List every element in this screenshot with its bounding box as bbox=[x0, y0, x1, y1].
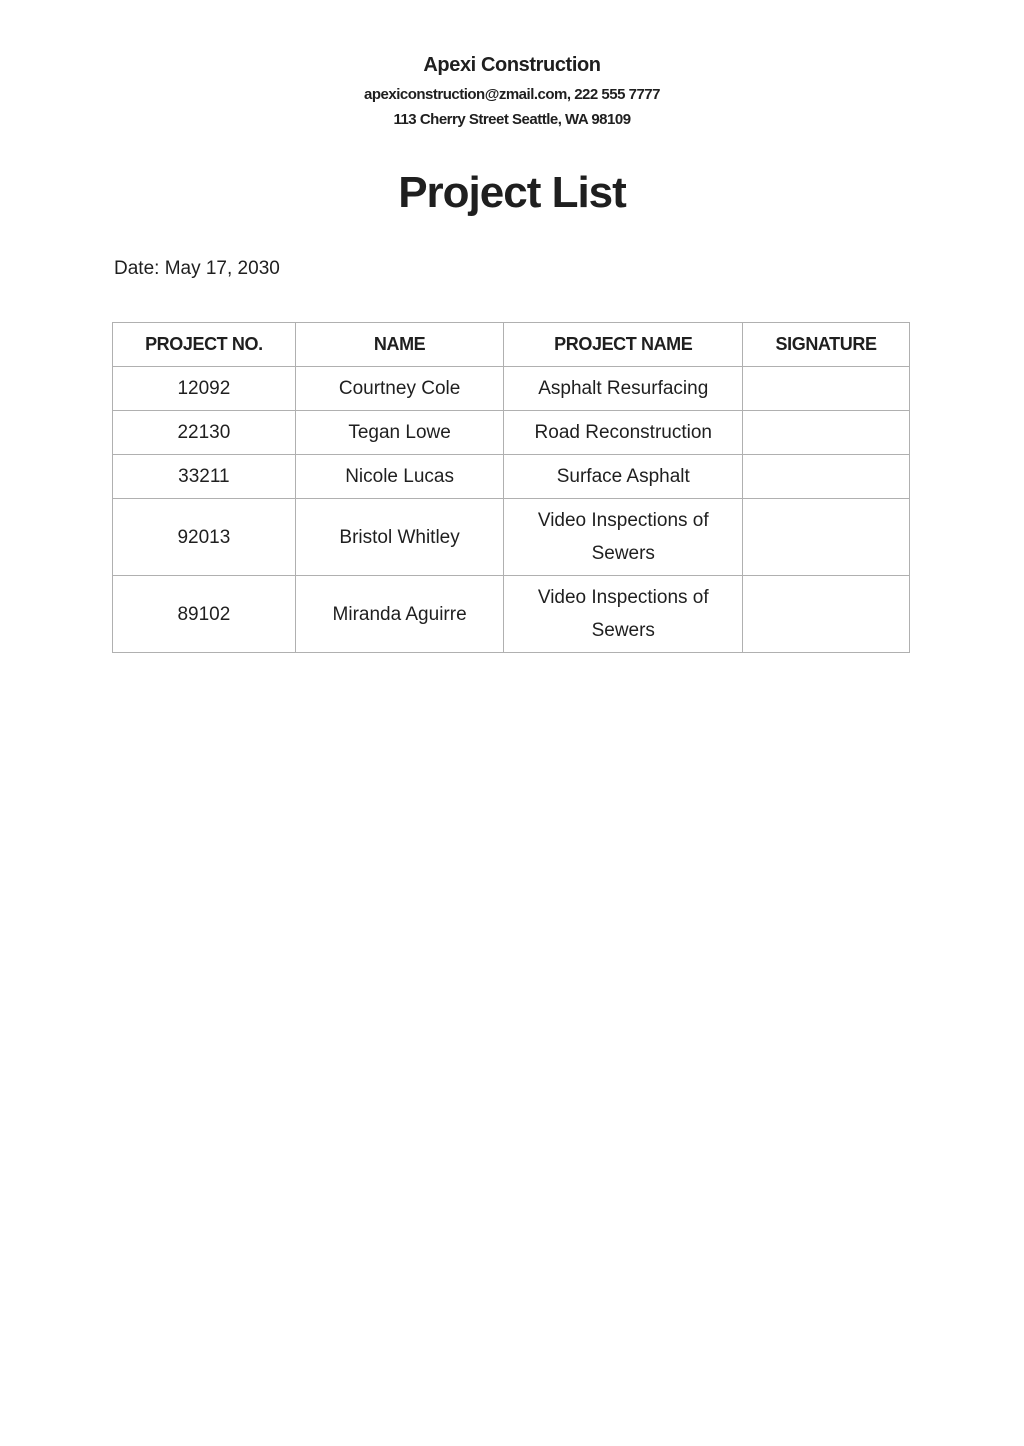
company-contact: apexiconstruction@zmail.com, 222 555 7777 bbox=[364, 86, 660, 103]
project-no-cell: 22130 bbox=[113, 411, 296, 455]
project-name-cell: Video Inspections of Sewers bbox=[504, 499, 743, 576]
project-no-cell: 12092 bbox=[113, 367, 296, 411]
signature-cell bbox=[743, 411, 910, 455]
column-header-project-name: PROJECT NAME bbox=[504, 323, 743, 367]
project-name-cell: Surface Asphalt bbox=[504, 455, 743, 499]
name-cell: Bristol Whitley bbox=[295, 499, 504, 576]
column-header-name: NAME bbox=[295, 323, 504, 367]
table-row bbox=[113, 576, 910, 653]
signature-cell bbox=[743, 455, 910, 499]
signature-cell bbox=[743, 499, 910, 576]
project-name-cell: Video Inspections of Sewers bbox=[504, 576, 743, 653]
signature-cell bbox=[743, 367, 910, 411]
table-header-row bbox=[113, 323, 910, 367]
project-name-cell: Asphalt Resurfacing bbox=[504, 367, 743, 411]
column-header-signature: SIGNATURE bbox=[743, 323, 910, 367]
project-table bbox=[112, 322, 910, 653]
name-cell: Miranda Aguirre bbox=[295, 576, 504, 653]
name-cell: Tegan Lowe bbox=[295, 411, 504, 455]
project-no-cell: 33211 bbox=[113, 455, 296, 499]
page-title: Project List bbox=[398, 168, 626, 217]
table-row bbox=[113, 499, 910, 576]
table-row bbox=[113, 411, 910, 455]
project-no-cell: 92013 bbox=[113, 499, 296, 576]
company-name: Apexi Construction bbox=[423, 54, 601, 76]
column-header-project-no: PROJECT NO. bbox=[113, 323, 296, 367]
signature-cell bbox=[743, 576, 910, 653]
project-name-cell: Road Reconstruction bbox=[504, 411, 743, 455]
document-date: Date: May 17, 2030 bbox=[114, 258, 280, 279]
name-cell: Nicole Lucas bbox=[295, 455, 504, 499]
name-cell: Courtney Cole bbox=[295, 367, 504, 411]
table-row bbox=[113, 367, 910, 411]
table-row bbox=[113, 455, 910, 499]
project-no-cell: 89102 bbox=[113, 576, 296, 653]
company-address: 113 Cherry Street Seattle, WA 98109 bbox=[393, 111, 631, 128]
